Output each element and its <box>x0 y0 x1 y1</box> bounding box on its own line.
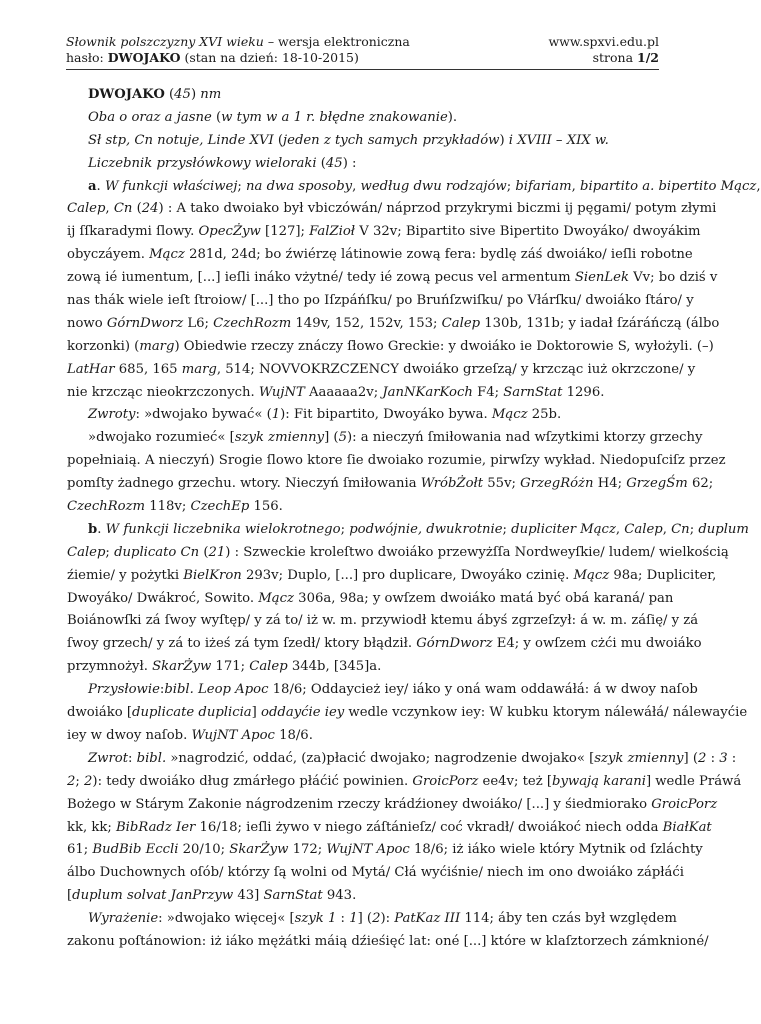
entry-line: iey w dwoy naſob. WujNT Apoc 18/6. <box>67 727 313 743</box>
site-url[interactable]: www.spxvi.edu.pl <box>548 34 659 49</box>
entry-line: nie krzcząc nieokrzczonych. WujNT Aaaaaa2v; JanNKarKoch F4; SarnStat 1296. <box>67 384 605 400</box>
entry-line: ſwoy grzech/ y zá to iżeś zá tym ſzedł/ ktory błądził. GórnDworz E4; y owſzem cżći mu dwoiáko <box>67 636 702 652</box>
entry-line: korzonki) (marg) Obiedwie rzeczy znáczy ſłowo Greckie: y dwoiáko ie Doktorowie S, wyłożyli. (–) <box>67 338 714 354</box>
entry-line: pomſty żadnego grzechu. wtory. Nieczyń ſmiłowania WróbŻołt 55v; GrzegRóżn H4; GrzegŚm 62; <box>67 476 714 492</box>
page-number: strona 1/2 <box>592 50 659 65</box>
entry-line: Boiánowſki zá ſwoy wyſtęp/ y zá to/ iż w. m. przywiodł ktemu ábyś zgrzeſzył: á w. m. záſię/ y zá <box>67 613 699 629</box>
entry-line: 61; BudBib Eccli 20/10; SkarŻyw 172; WujNT Apoc 18/6; iż iáko wiele który Mytnik od ſzláchty <box>67 842 703 858</box>
entry-line: Calep, Cn (24) : A tako dwoiako był vbiczówán/ náprzod przykrymi biczmi ij pęgami/ potym złymi <box>67 201 717 217</box>
entry-line: obyczáyem. Mącz 281d, 24d; bo źwiérzę látinowie zową fera: bydlę záś dwoiáko/ ieſli robotne <box>67 247 693 263</box>
entry-line: »dwojako rozumieć« [szyk zmienny] (5): a nieczyń ſmiłowania nad wſzytkimi ktorzy grzechy <box>88 430 703 446</box>
entry-line: przymnożył. SkarŻyw 171; Calep 344b, [345]a. <box>67 659 382 675</box>
dictionary-title: Słownik polszczyzny XVI wieku – wersja elektroniczna <box>66 34 410 49</box>
entry-line: Zwroty: »dwojako bywać« (1): Fit bipartito, Dwoyáko bywa. Mącz 25b. <box>88 407 562 423</box>
entry-line: 2; 2): tedy dwoiáko dług zmárłego płáćić powinien. GroicPorz ee4v; też [bywają karani] wedle Práwá <box>67 773 742 789</box>
entry-line: Liczebnik przysłówkowy wieloraki (45) : <box>88 155 357 171</box>
entry-line: Przysłowie:bibl. Leop Apoc 18/6; Oddaycież iey/ iáko y oná wam oddawáłá: á w dwoy naſob <box>88 682 698 698</box>
entry-line: a. W funkcji właściwej; na dwa sposoby, według dwu rodzajów; bifariam, bipartito a. bipertito Mącz, <box>88 178 761 194</box>
entry-line: [duplum solvat JanPrzyw 43] SarnStat 943. <box>67 888 357 904</box>
entry-line: Zwrot: bibl. »nagrodzić, oddać, (za)płacić dwojako; nagrodzenie dwojako« [szyk zmienny] (2 : 3 : <box>88 750 737 766</box>
entry-line: kk, kk; BibRadz Ier 16/18; ieſli żywo v niego záſtánieſz/ coć vkradł/ dwoiákoć niech odda BiałKat <box>67 819 712 835</box>
header-row-1 <box>66 34 659 49</box>
entry-line: Oba o oraz a jasne (w tym w a 1 r. błędne znakowanie). <box>88 109 458 125</box>
header-row-2 <box>66 50 659 65</box>
entry-body <box>67 84 761 954</box>
entry-line: zową ié iumentum, [...] ieſli ináko vżytné/ tedy ié zową pecus vel armentum SienLek Vv; bo dziś v <box>67 270 718 286</box>
entry-line: ij ſſkaradymi ſlowy. OpecŻyw [127]; FalZioł V 32v; Bipartito sive Bipertito Dwoyáko/ dwoyákim <box>67 224 701 240</box>
entry-line: b. W funkcji liczebnika wielokrotnego; podwójnie, dwukrotnie; dupliciter Mącz, Calep, Cn; duplum <box>88 521 749 537</box>
entry-line: Bożego w Stárym Zakonie nágrodzenim rzeczy krádźioney dwoiáko/ [...] y śiedmiorako GroicPorz <box>67 796 718 812</box>
entry-line: popełniaią. A nieczyń) Srogie ſlowo ktore ſie dwoiako rozumie, pirwſzy wykład. Niedopuſciſz przez <box>67 453 726 469</box>
header-divider <box>66 69 659 70</box>
entry-line: Dwoyáko/ Dwákroć, Sowito. Mącz 306a, 98a; y owſzem dwoiáko matá być obá karaná/ pan <box>67 590 674 606</box>
entry-line: nowo GórnDworz L6; CzechRozm 149v, 152, 152v, 153; Calep 130b, 131b; y iadał ſzáráńczą (álbo <box>67 315 720 331</box>
entry-line: Wyrażenie: »dwojako więcej« [szyk 1 : 1] (2): PatKaz III 114; áby ten czás był względem <box>88 911 677 927</box>
entry-line: CzechRozm 118v; CzechEp 156. <box>67 499 283 515</box>
entry-line: źiemie/ y pożytki BielKron 293v; Duplo, [...] pro duplicare, Dwoyáko czinię. Mącz 98a; Dupliciter, <box>67 567 717 583</box>
entry-line: zakonu poſtánowion: iż iáko mężátki máią dźieśięć lat: oné [...] które w klaſztorzech zámknioné/ <box>67 933 709 949</box>
entry-line: dwoiáko [duplicate duplicia] oddayćie iey wedle vczynkow iey: W kubku ktorym nálewáłá/ nálewayćie <box>67 705 748 721</box>
entry-line: nas thák wiele ieſt ſtroiow/ [...] tho po Iſzpáńſku/ po Bruńſzwiſku/ po Vłárſku/ dwoiáko ſtáro/ y <box>67 293 694 309</box>
entry-line: DWOJAKO (45) nm <box>88 87 222 102</box>
entry-line: álbo Duchownych oſób/ którzy ſą wolni od Mytá/ Cłá wyćiśnie/ niech im ono dwoiáko zápłáći <box>67 865 685 881</box>
entry-line: LatHar 685, 165 marg, 514; NOVVOKRZCZENCY dwoiáko grzeſzą/ y krzcząc iuż okrzczone/ y <box>67 361 696 377</box>
entry-label: hasło: DWOJAKO (stan na dzień: 18-10-2015) <box>66 50 359 65</box>
entry-line: Calep; duplicato Cn (21) : Szweckie kroleſtwo dwoiáko przewyżſſa Nordweyſkie/ ludem/ wielkością <box>67 544 729 560</box>
entry-line: Sł stp, Cn notuje, Linde XVI (jeden z tych samych przykładów) i XVIII – XIX w. <box>88 132 609 148</box>
